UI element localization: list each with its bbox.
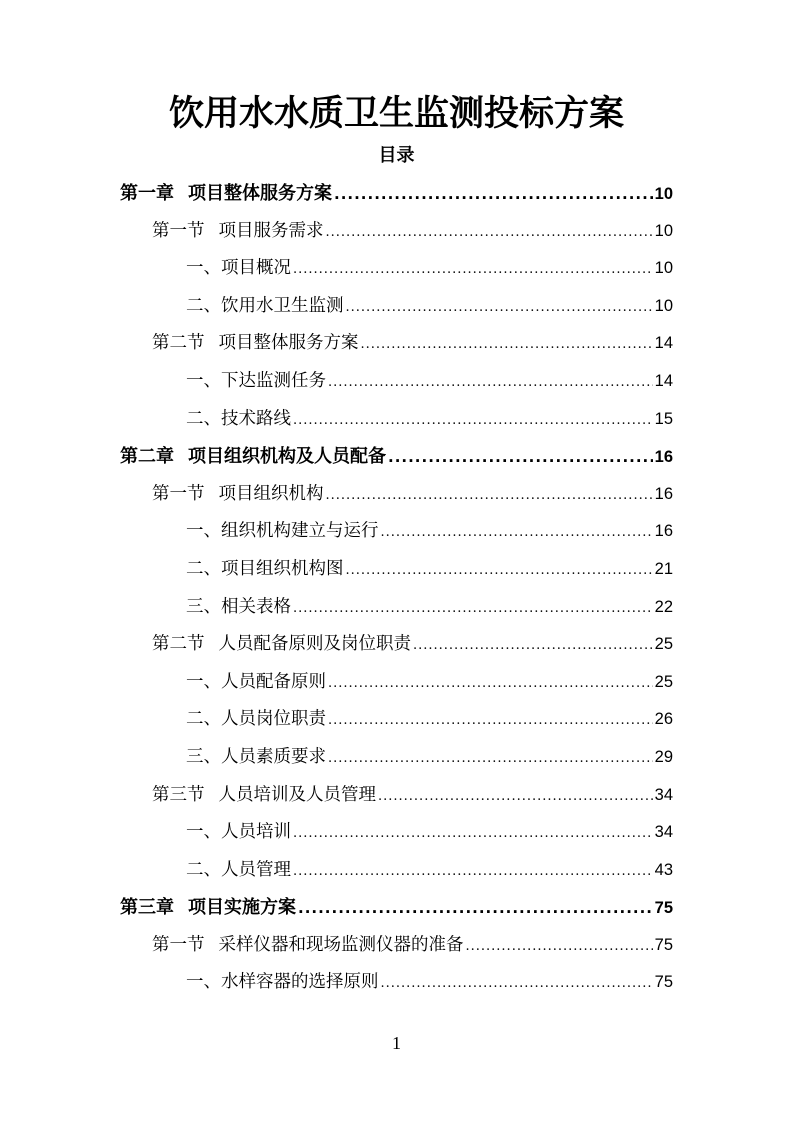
toc-entry-label [186,363,326,401]
toc-dot-leader [466,927,653,966]
toc-entry-label [186,664,326,702]
toc-entry-number: 二、 [186,859,221,880]
toc-entry-title: 项目组织机构及人员配备 [188,446,386,468]
page-number: 1 [392,1033,401,1053]
toc-dot-leader [326,476,653,515]
toc-entry[interactable] [152,476,673,514]
toc-entry-number: 三、 [186,596,221,617]
toc-entry-title: 相关表格 [221,596,291,617]
toc-entry-title: 下达监测任务 [221,370,326,391]
toc-dot-leader [293,401,653,440]
toc-entry-title: 项目组织机构图 [221,558,344,579]
toc-entry[interactable] [186,551,673,589]
toc-entry-number: 第三章 [120,897,174,919]
toc-entry[interactable] [120,889,673,927]
toc-entry-label [186,250,291,288]
toc-entry-page: 29 [654,747,673,766]
toc-entry[interactable] [186,250,673,288]
toc-entry-title: 项目实施方案 [188,897,296,919]
toc-entry-page: 75 [654,973,673,992]
toc-dot-leader [388,438,653,477]
toc-entry-number: 一、 [186,521,221,542]
toc-entry-page: 34 [654,785,673,804]
toc-entry-number: 第一节 [152,483,205,504]
toc-entry-title: 项目整体服务方案 [218,333,359,354]
toc-entry-title: 人员素质要求 [221,746,326,767]
toc-entry-number: 第一章 [120,183,174,204]
toc-entry-page: 22 [654,597,673,616]
toc-dot-leader [334,175,653,214]
toc-entry[interactable] [152,777,673,815]
toc-entry[interactable] [186,964,673,1002]
toc-dot-leader [328,363,653,402]
toc-entry-label [152,325,359,363]
toc-dot-leader [326,213,653,252]
toc-entry-title: 人员管理 [221,859,291,880]
toc-entry-title: 技术路线 [221,408,291,429]
toc-entry[interactable] [120,438,673,476]
toc-dot-leader [298,889,653,928]
toc-entry-title: 项目概况 [221,258,291,279]
toc-entry-page: 10 [654,296,673,315]
toc-entry-label [186,551,344,589]
toc-entry-label [186,513,379,551]
toc-entry[interactable] [152,927,673,965]
toc-dot-leader [381,513,653,552]
toc-dot-leader [381,964,653,1003]
toc-entry[interactable] [186,664,673,702]
toc-entry-page: 16 [654,448,673,467]
toc-entry[interactable] [120,175,673,213]
toc-entry[interactable] [186,852,673,890]
toc-entry-label [186,589,291,627]
toc-entry[interactable] [186,288,673,326]
toc-entry[interactable] [186,589,673,627]
toc-entry-number: 一、 [186,972,221,993]
toc-entry-title: 采样仪器和现场监测仪器的准备 [218,934,464,955]
toc-dot-leader [361,325,653,364]
toc-entry-page: 43 [654,860,673,879]
toc-entry[interactable] [186,814,673,852]
toc-entry-number: 一、 [186,671,221,692]
toc-entry-label [186,739,326,777]
toc-entry-title: 人员培训 [221,822,291,843]
toc-entry-label [120,175,332,213]
toc-entry-page: 14 [654,334,673,353]
toc-entry-number: 二、 [186,295,221,316]
toc-entry-label [120,889,296,927]
toc-entry[interactable] [186,513,673,551]
toc-entry[interactable] [152,325,673,363]
toc-dot-leader [346,288,653,327]
toc-dot-leader [293,250,653,289]
toc-entry-page: 10 [654,259,673,278]
toc-dot-leader [378,777,653,816]
toc-dot-leader [328,664,653,703]
toc-entry-label [186,964,379,1002]
toc-dot-leader [346,551,653,590]
toc-entry-page: 25 [654,672,673,691]
toc-entry[interactable] [186,701,673,739]
toc-entry-number: 二、 [186,558,221,579]
toc-dot-leader [328,739,653,778]
toc-entry-page: 14 [654,371,673,390]
toc-entry-number: 第一节 [152,220,205,241]
toc-entry-page: 16 [654,522,673,541]
toc-entry-label [186,401,291,439]
toc-dot-leader [293,814,653,853]
toc-entry-title: 人员培训及人员管理 [218,784,376,805]
toc-entry-label [152,476,324,514]
toc-entry-label [152,213,324,251]
toc-entry-title: 人员配备原则 [221,671,326,692]
toc-entry-page: 16 [654,484,673,503]
toc-entry-number: 二、 [186,709,221,730]
toc-entry-title: 项目整体服务方案 [188,183,332,204]
toc-entry-title: 水样容器的选择原则 [221,972,379,993]
toc-entry-label [152,777,376,815]
toc-heading: 目录 [378,145,415,166]
toc-entry-number: 二、 [186,408,221,429]
toc-entry-number: 第二章 [120,446,174,468]
toc-entry-title: 项目服务需求 [218,220,324,241]
toc-entry[interactable] [186,401,673,439]
table-of-contents [0,175,793,1002]
toc-entry-label [120,438,386,476]
toc-dot-leader [328,701,653,740]
toc-entry[interactable] [186,739,673,777]
toc-entry-title: 人员配备原则及岗位职责 [218,634,411,655]
toc-entry-title: 人员岗位职责 [221,709,326,730]
toc-entry-number: 一、 [186,822,221,843]
toc-entry-label [152,626,411,664]
toc-entry-page: 26 [654,710,673,729]
toc-entry-page: 15 [654,409,673,428]
toc-entry-label [186,814,291,852]
toc-entry-title: 组织机构建立与运行 [221,521,379,542]
toc-entry-page: 25 [654,635,673,654]
toc-entry[interactable] [186,363,673,401]
toc-entry-page: 10 [654,185,673,203]
toc-entry-number: 三、 [186,746,221,767]
toc-entry-page: 34 [654,823,673,842]
toc-entry-number: 一、 [186,258,221,279]
toc-entry[interactable] [152,213,673,251]
toc-dot-leader [293,589,653,628]
toc-entry-number: 第一节 [152,934,205,955]
toc-entry-label [152,927,464,965]
toc-dot-leader [293,852,653,891]
toc-entry[interactable] [152,626,673,664]
toc-entry-label [186,701,326,739]
toc-entry-label [186,852,291,890]
toc-entry-title: 饮用水卫生监测 [221,295,344,316]
toc-dot-leader [413,626,653,665]
toc-entry-page: 75 [654,899,673,918]
toc-entry-label [186,288,344,326]
document-title: 饮用水水质卫生监测投标方案 [168,94,624,134]
toc-entry-number: 第三节 [152,784,205,805]
toc-entry-number: 一、 [186,370,221,391]
toc-entry-page: 75 [654,935,673,954]
toc-entry-number: 第二节 [152,333,205,354]
toc-entry-title: 项目组织机构 [218,483,324,504]
toc-entry-page: 21 [654,559,673,578]
toc-entry-number: 第二节 [152,634,205,655]
toc-entry-page: 10 [654,221,673,240]
